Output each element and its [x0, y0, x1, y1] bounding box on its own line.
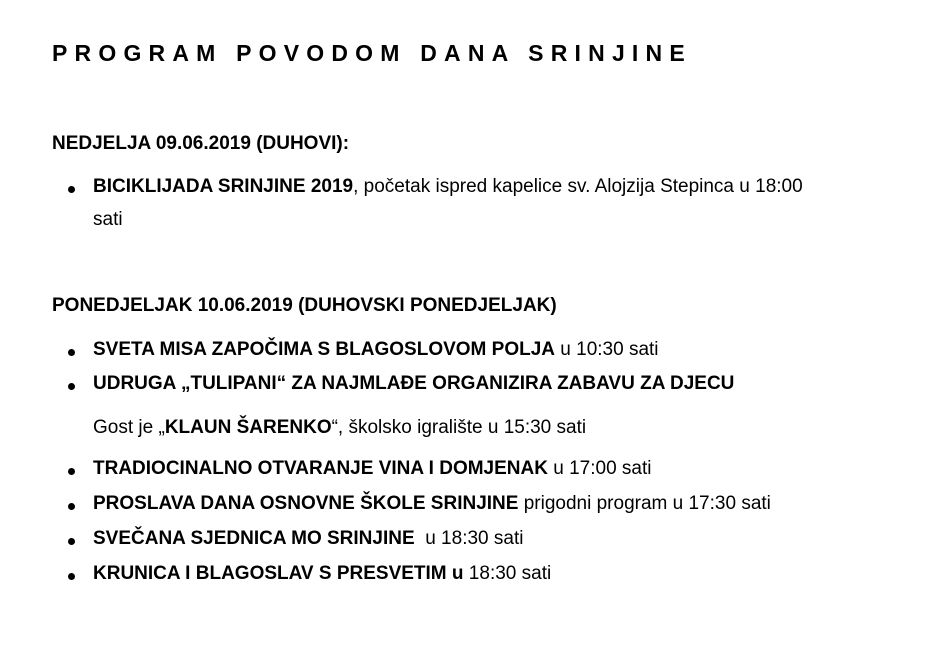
- item-title: UDRUGA „TULIPANI“ ZA NAJMLAĐE ORGANIZIRA ZABAVU ZA DJECU: [93, 373, 735, 394]
- item-title: BICIKLIJADA SRINJINE 2019: [93, 176, 354, 197]
- bullet-icon: [68, 468, 75, 475]
- list-item: [93, 176, 803, 198]
- list-item: [93, 493, 771, 515]
- list-item: [93, 373, 734, 395]
- bullet-icon: [68, 349, 75, 356]
- item-title: SVEČANA SJEDNICA MO SRINJINE: [93, 528, 415, 549]
- item-detail: u 18:30 sati: [414, 528, 524, 549]
- bullet-icon: [68, 383, 75, 390]
- guest-name: KLAUN ŠARENKO: [164, 417, 332, 438]
- day-heading-monday: PONEDJELJAK 10.06.2019 (DUHOVSKI PONEDJELJAK): [52, 295, 557, 316]
- guest-note: [93, 417, 586, 439]
- item-title: SVETA MISA ZAPOČIMA S BLAGOSLOVOM POLJA: [93, 339, 556, 360]
- list-item-continuation: sati: [93, 209, 123, 230]
- item-title: KRUNICA I BLAGOSLAV S PRESVETIM u: [93, 563, 464, 584]
- page-title: PROGRAM POVODOM DANA SRINJINE: [52, 40, 692, 66]
- item-title: PROSLAVA DANA OSNOVNE ŠKOLE SRINJINE: [93, 493, 519, 514]
- bullet-icon: [68, 186, 75, 193]
- bullet-icon: [68, 503, 75, 510]
- list-item: [93, 528, 523, 550]
- item-title: TRADIOCINALNO OTVARANJE VINA I DOMJENAK: [93, 458, 548, 479]
- bullet-icon: [68, 538, 75, 545]
- item-detail: u 10:30 sati: [555, 339, 659, 360]
- guest-pre: Gost je „: [93, 417, 165, 438]
- item-detail: prigodni program u 17:30 sati: [518, 493, 771, 514]
- item-detail: u 17:00 sati: [547, 458, 652, 479]
- guest-post: “, školsko igralište u 15:30 sati: [331, 417, 587, 438]
- item-detail: 18:30 sati: [463, 563, 552, 584]
- list-item: [93, 563, 551, 585]
- bullet-icon: [68, 573, 75, 580]
- day-heading-sunday: NEDJELJA 09.06.2019 (DUHOVI):: [52, 133, 350, 154]
- list-item: [93, 458, 652, 480]
- list-item: [93, 339, 659, 361]
- item-detail: , početak ispred kapelice sv. Alojzija Stepinca u 18:00: [353, 176, 803, 197]
